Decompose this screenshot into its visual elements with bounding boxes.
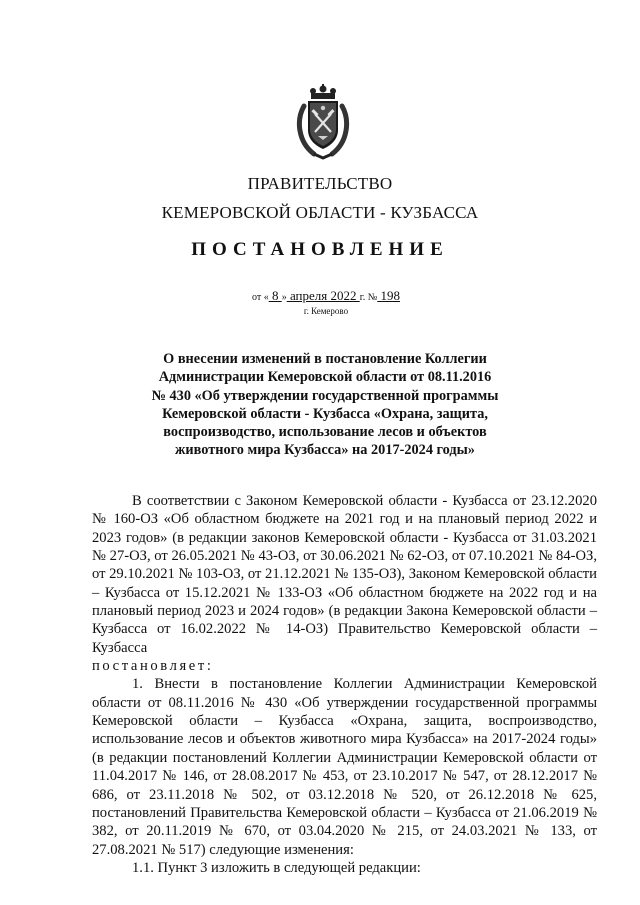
date-day: 8 [268, 288, 282, 303]
date-month-year: апреля 2022 [286, 288, 360, 303]
item-1-1-paragraph: 1.1. Пункт 3 изложить в следующей редакции: [132, 859, 421, 876]
resolves-word: постановляет: [92, 658, 214, 675]
year-suffix: г. [359, 292, 366, 303]
preamble-paragraph: В соответствии с Законом Кемеровской области - Кузбасса от 23.12.2020 № 160-ОЗ «Об областном бюджете на 2021 год и на плановый период 2022 и 2023 годов» (в редакции законов Кемеровской области - Кузбасса от 31.03.2021 № 27-ОЗ, от 26.05.2021 № 43-ОЗ, от 30.06.2021 № 62-ОЗ, от 07.10.2021 № 84-ОЗ, от 29.10.2021 № 103-ОЗ, от 21.12.2021 № 135-ОЗ), Законом Кемеровской области – Кузбасса от 15.12.2021 № 133-ОЗ «Об областном бюджете на 2022 год и на плановый период 2023 и 2024 годов» (в редакции Закона Кемеровской области – Кузбасса от 16.02.2022 № 14-ОЗ) Правительство Кемеровской области – Кузбасса [92, 493, 597, 656]
date-close-quote: » [281, 292, 287, 303]
item-1-paragraph: 1. Внести в постановление Коллегии Администрации Кемеровской области от 08.11.2016 № 430 «Об утверждении государственной программы Кемеровской области – Кузбасса «Охрана, защита, воспроизводство, использование лесов и объектов животного мира Кузбасса» на 2017-2024 годы» (в редакции постановлений Коллегии Администрации Кемеровской области от 11.04.2017 № 146, от 28.08.2017 № 453, от 23.10.2017 № 547, от 28.12.2017 № 686, от 23.11.2018 № 502, от 03.12.2018 № 520, от 26.12.2018 № 625, постановлений Правительства Кемеровской области – Кузбасса от 21.06.2019 № 382, от 20.11.2019 № 670, от 03.04.2020 № 215, от 24.03.2021 № 133, от 27.08.2021 № 517) следующие изменения: [92, 676, 597, 858]
number-prefix: № [365, 292, 378, 303]
document-number: 198 [377, 288, 401, 303]
date-prefix: от « [251, 292, 269, 303]
coat-of-arms-icon [294, 84, 352, 160]
document-date-number [0, 288, 640, 304]
government-name: ПРАВИТЕЛЬСТВО [247, 174, 393, 193]
region-name: КЕМЕРОВСКОЙ ОБЛАСТИ - КУЗБАССА [161, 203, 479, 222]
document-body [92, 492, 597, 877]
document-type: ПОСТАНОВЛЕНИЕ [191, 239, 449, 260]
document-title: О внесении изменений в постановление Коллегии Администрации Кемеровской области от 08.11.2016 № 430 «Об утверждении государственной программы Кемеровской области - Кузбасса «Охрана, защита, воспроизводство, использование лесов и объектов животного мира Кузбасса» на 2017-2024 годы» [151, 351, 499, 459]
city: г. Кемерово [303, 306, 349, 316]
